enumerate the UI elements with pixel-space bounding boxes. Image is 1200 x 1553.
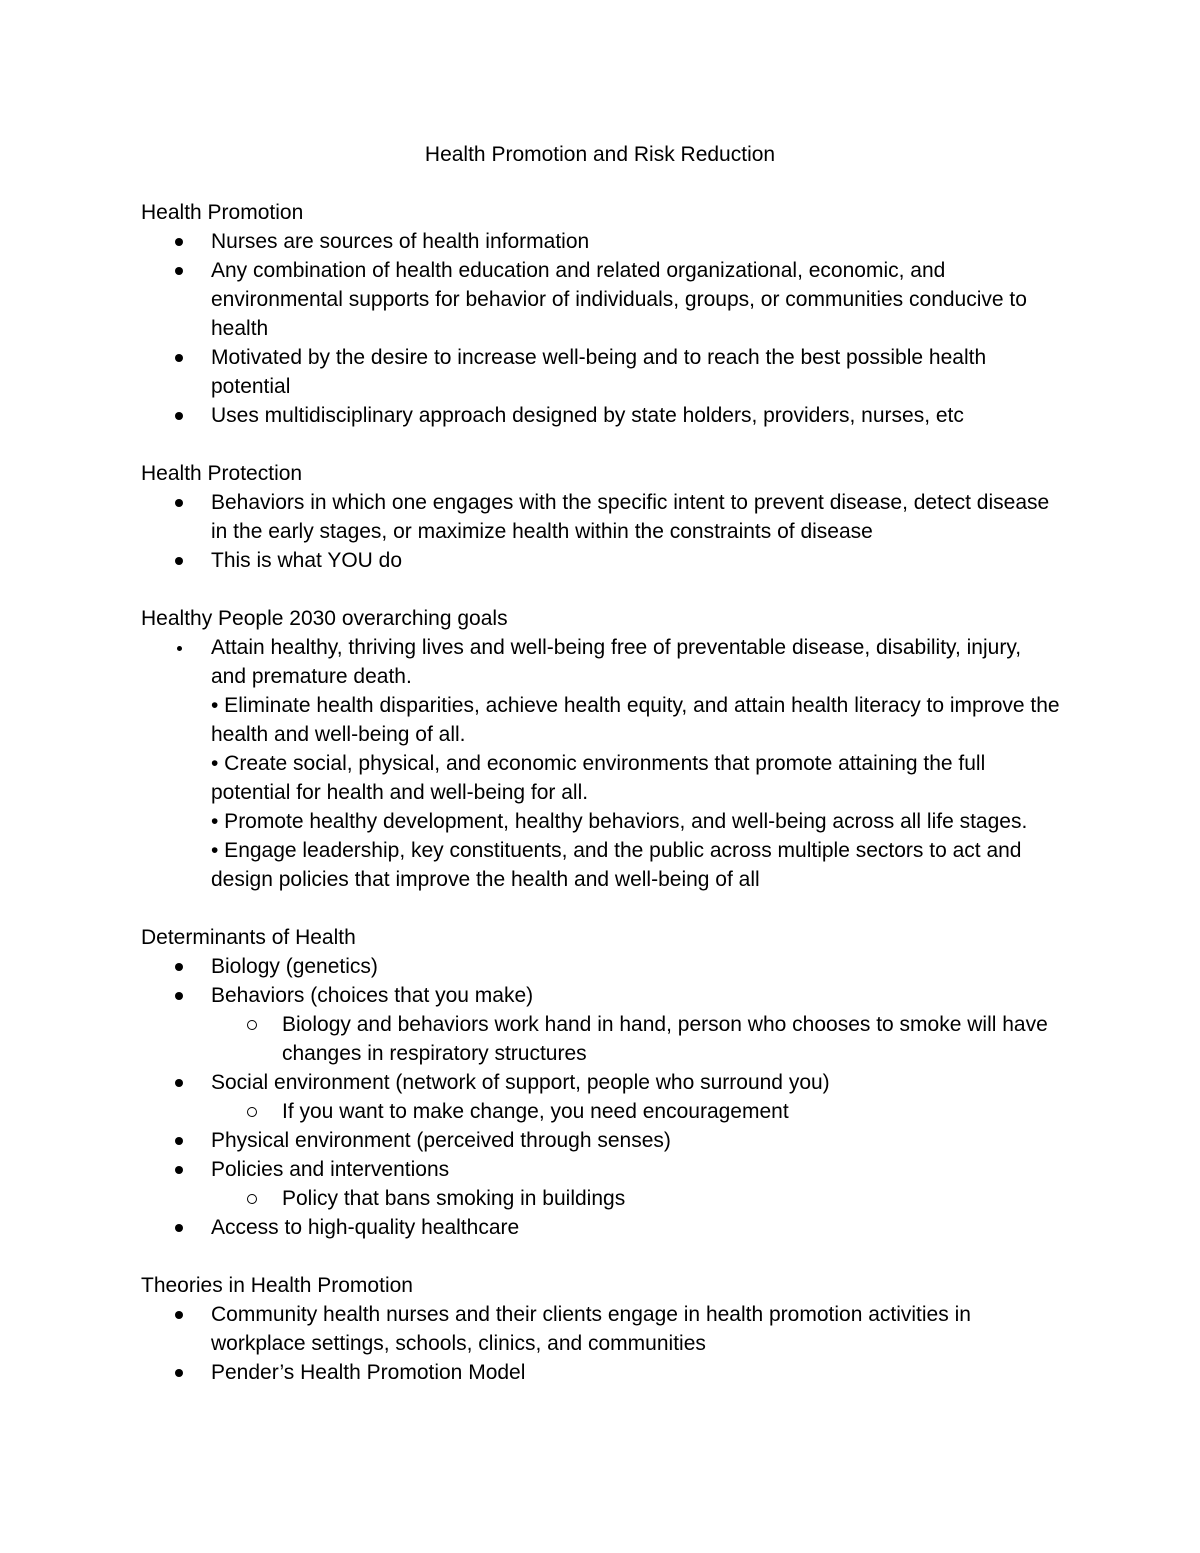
list-item: Biology (genetics) xyxy=(141,952,1061,981)
section-heading: Healthy People 2030 overarching goals xyxy=(141,607,508,630)
list-item: Access to high-quality healthcare xyxy=(141,1213,1061,1242)
bullet-list xyxy=(141,488,1061,575)
bullet-list xyxy=(141,1300,1061,1387)
list-item-text: Social environment (network of support, people who surround you) xyxy=(211,1071,830,1094)
list-item: Attain healthy, thriving lives and well-being free of preventable disease, disability, injury, and premature death. xyxy=(141,633,1061,691)
goal-line: • Engage leadership, key constituents, and the public across multiple sectors to act and design policies that improve the health and well-being of all xyxy=(211,839,1022,891)
sub-list xyxy=(211,1184,1061,1213)
section-heading: Determinants of Health xyxy=(141,926,356,949)
sub-list-item: If you want to make change, you need encouragement xyxy=(211,1097,1061,1126)
section-healthy-people-2030 xyxy=(141,604,1061,894)
list-item: Pender’s Health Promotion Model xyxy=(141,1358,1061,1387)
list-item: Community health nurses and their clients engage in health promotion activities in workplace settings, schools, clinics, and communities xyxy=(141,1300,1061,1358)
section-theories-in-health-promotion xyxy=(141,1271,1061,1387)
section-heading: Health Protection xyxy=(141,462,303,485)
goal-line: • Eliminate health disparities, achieve health equity, and attain health literacy to improve the health and well-being of all. xyxy=(211,694,1060,746)
sub-list xyxy=(211,1010,1061,1068)
list-item: Uses multidisciplinary approach designed by state holders, providers, nurses, etc xyxy=(141,401,1061,430)
bullet-list xyxy=(141,227,1061,430)
goal-line: • Promote healthy development, healthy behaviors, and well-being across all life stages. xyxy=(211,810,1028,833)
sub-list-item: Biology and behaviors work hand in hand, person who chooses to smoke will have changes in respiratory structures xyxy=(211,1010,1061,1068)
list-item: Motivated by the desire to increase well-being and to reach the best possible health potential xyxy=(141,343,1061,401)
list-item: Nurses are sources of health information xyxy=(141,227,1061,256)
section-determinants-of-health xyxy=(141,923,1061,1242)
list-item-text: Policies and interventions xyxy=(211,1158,450,1181)
section-health-promotion xyxy=(141,198,1061,430)
sub-list xyxy=(211,1097,1061,1126)
section-heading: Health Promotion xyxy=(141,201,304,224)
list-item xyxy=(141,1155,1061,1213)
list-item: Behaviors in which one engages with the specific intent to prevent disease, detect disease in the early stages, or maximize health within the constraints of disease xyxy=(141,488,1061,546)
list-item: Any combination of health education and related organizational, economic, and environmental supports for behavior of individuals, groups, or communities conducive to health xyxy=(141,256,1061,343)
document-title: Health Promotion and Risk Reduction xyxy=(424,143,776,166)
list-item xyxy=(141,981,1061,1068)
list-item xyxy=(141,1068,1061,1126)
goal-line: • Create social, physical, and economic environments that promote attaining the full potential for health and well-being for all. xyxy=(211,752,986,804)
list-item-text: Behaviors (choices that you make) xyxy=(211,984,534,1007)
document-body xyxy=(141,198,1061,1416)
list-item: Physical environment (perceived through senses) xyxy=(141,1126,1061,1155)
sub-list-item: Policy that bans smoking in buildings xyxy=(211,1184,1061,1213)
section-heading: Theories in Health Promotion xyxy=(141,1274,413,1297)
bullet-list xyxy=(141,633,1061,691)
list-item: This is what YOU do xyxy=(141,546,1061,575)
section-health-protection xyxy=(141,459,1061,575)
bullet-list xyxy=(141,952,1061,1242)
